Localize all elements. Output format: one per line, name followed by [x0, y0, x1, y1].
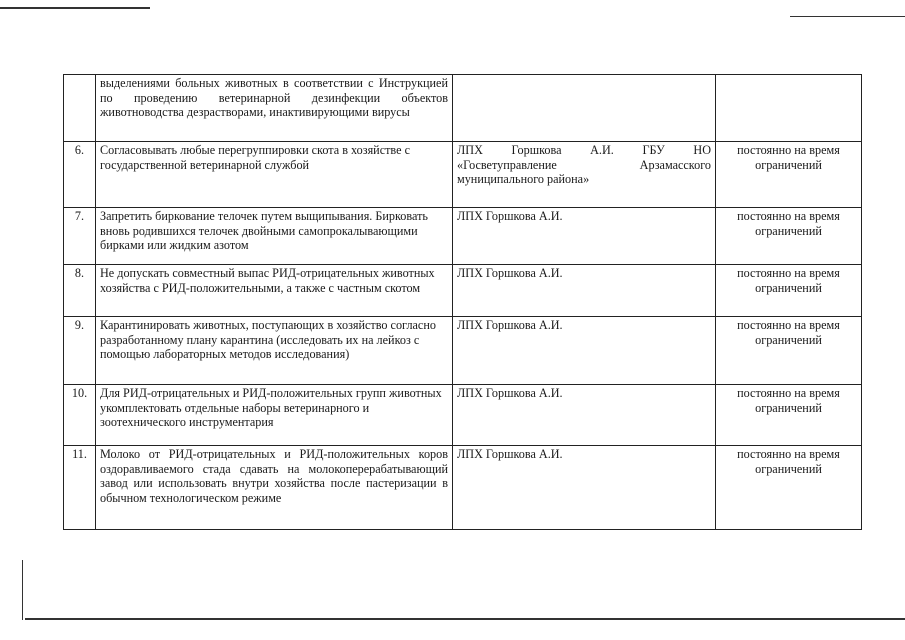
- responsible-text: ЛПХ Горшкова А.И.: [453, 265, 716, 317]
- action-text: Согласовывать любые перегруппировки скота в хозяйстве с государственной ветеринарной службой: [96, 142, 453, 208]
- action-text: выделениями больных животных в соответствии с Инструкцией по проведению ветеринарной дезинфекции объектов животноводства дезрастворами, инактивирующими вирусы: [96, 75, 453, 142]
- row-number: 10.: [64, 385, 96, 446]
- table-row: [64, 265, 862, 317]
- measures-table: [63, 74, 862, 530]
- scan-edge-top-right: [790, 16, 905, 17]
- scan-edge-left: [22, 560, 23, 620]
- table-row: [64, 446, 862, 530]
- row-number: [64, 75, 96, 142]
- responsible-text: ЛПХ Горшкова А.И. ГБУ НО «Госветуправление Арзамасского муниципального района»: [453, 142, 716, 208]
- row-number: 8.: [64, 265, 96, 317]
- term-text: постоянно на время ограничений: [716, 208, 862, 265]
- table-row: [64, 142, 862, 208]
- action-text: Для РИД-отрицательных и РИД-положительных групп животных укомплектовать отдельные наборы ветеринарного и зоотехнического инструментария: [96, 385, 453, 446]
- term-text: постоянно на время ограничений: [716, 446, 862, 530]
- table-row: [64, 385, 862, 446]
- row-number: 7.: [64, 208, 96, 265]
- term-text: постоянно на время ограничений: [716, 265, 862, 317]
- row-number: 6.: [64, 142, 96, 208]
- row-number: 11.: [64, 446, 96, 530]
- table-row: [64, 208, 862, 265]
- term-text: постоянно на время ограничений: [716, 142, 862, 208]
- responsible-text: ЛПХ Горшкова А.И.: [453, 317, 716, 385]
- term-text: постоянно на время ограничений: [716, 385, 862, 446]
- term-text: [716, 75, 862, 142]
- responsible-text: ЛПХ Горшкова А.И.: [453, 385, 716, 446]
- action-text: Молоко от РИД-отрицательных и РИД-положительных коров оздоравливаемого стада сдавать на молокоперерабатывающий завод или использовать внутри хозяйства после пастеризации в обычном технологическом режиме: [96, 446, 453, 530]
- action-text: Не допускать совместный выпас РИД-отрицательных животных хозяйства с РИД-положительными, а также с частным скотом: [96, 265, 453, 317]
- scan-edge-top: [0, 7, 150, 9]
- action-text: Карантинировать животных, поступающих в хозяйство согласно разработанному плану карантина (исследовать их на лейкоз с помощью лабораторных методов исследования): [96, 317, 453, 385]
- responsible-text: [453, 75, 716, 142]
- scan-edge-bottom: [25, 618, 905, 620]
- row-number: 9.: [64, 317, 96, 385]
- table-row: [64, 317, 862, 385]
- action-text: Запретить биркование телочек путем выщипывания. Бирковать вновь родившихся телочек двойными самопрокалывающими бирками или жидким азотом: [96, 208, 453, 265]
- responsible-text: ЛПХ Горшкова А.И.: [453, 446, 716, 530]
- term-text: постоянно на время ограничений: [716, 317, 862, 385]
- table-row: [64, 75, 862, 142]
- responsible-text: ЛПХ Горшкова А.И.: [453, 208, 716, 265]
